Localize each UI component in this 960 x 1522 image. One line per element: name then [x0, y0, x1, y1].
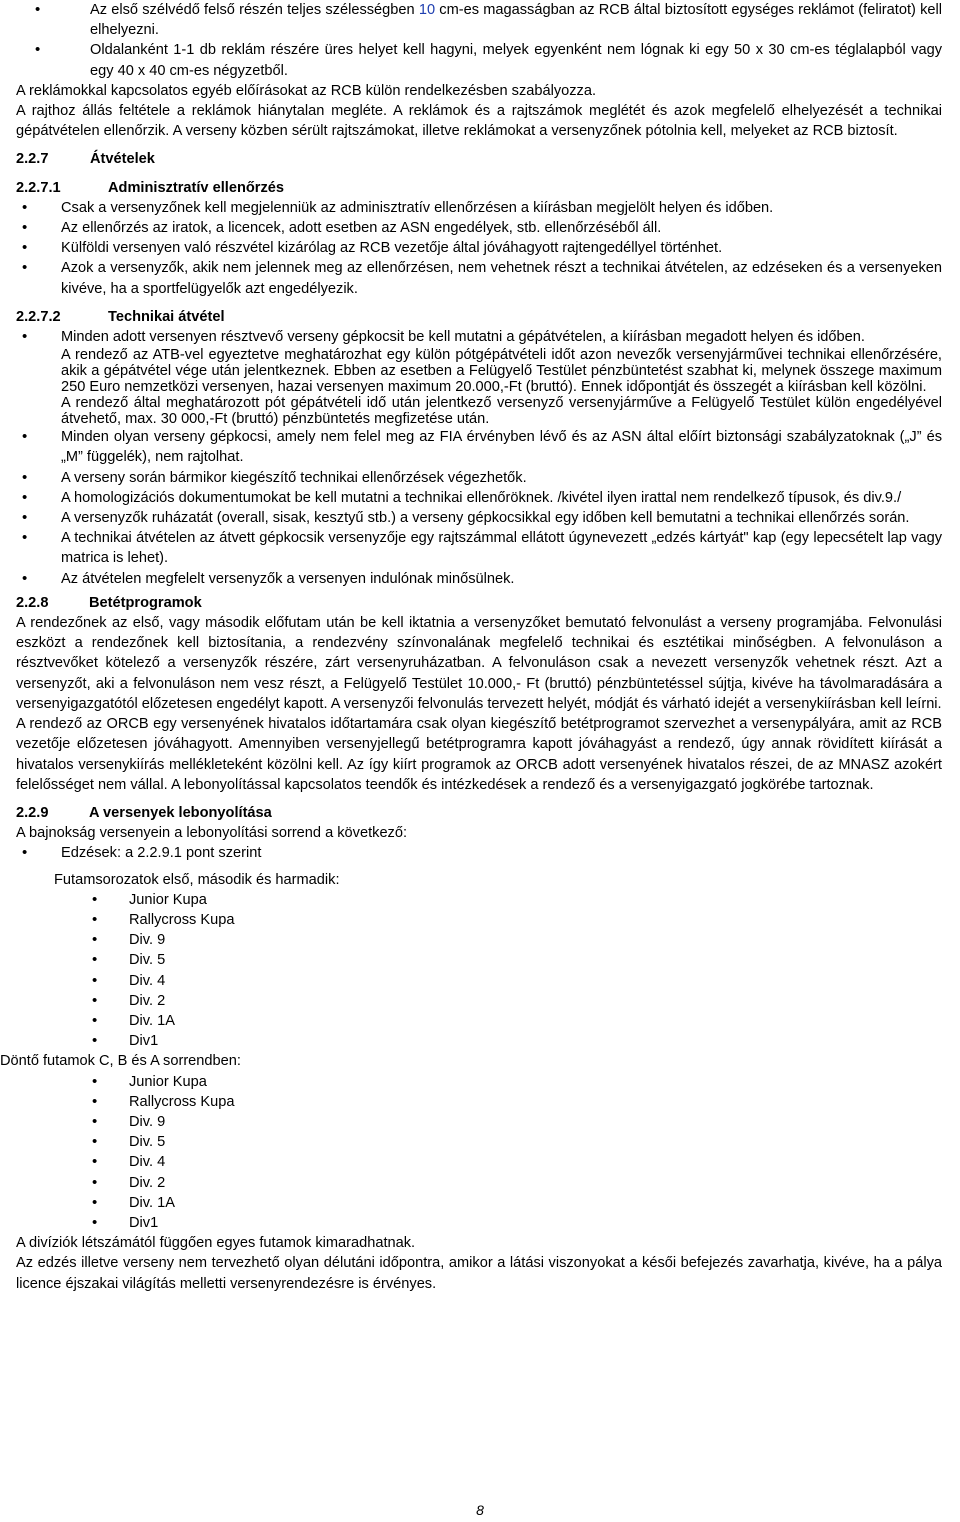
- list-item: • Div. 1A: [16, 1193, 942, 1213]
- tech-check-list-more: [16, 427, 942, 589]
- list-item: • Div. 9: [16, 930, 942, 950]
- paragraph: A divíziók létszámától függően egyes futamok kimaradhatnak.: [16, 1235, 416, 1252]
- final-class-list: [16, 1072, 942, 1234]
- paragraph: A rendező az ATB-vel egyeztetve meghatározhat egy külön pótgépátvételi időt azon nevezők versenyjárművei technikai ellenőrzésére, akik a gépátvétel vége után jelentkeznek. Ebben az esetben a Felügyelő Testület pénzbüntetést szabhat ki, melynek összege maximum 250 Euro nemzetközi versenyen, hazai versenyen maximum 20.000,-Ft (bruttó). Ennek időpontját és összegét a kiírásban kell közölni.: [61, 347, 942, 396]
- list-item: • Azok a versenyzők, akik nem jelennek meg az ellenőrzésen, nem vehetnek részt a technikai átvételen, az edzéseken és a versenyeken kivéve, ha a sportfelügyelők azt engedélyezik.: [16, 258, 942, 298]
- paragraph: Döntő futamok C, B és A sorrendben:: [0, 1053, 241, 1070]
- paragraph: A reklámokkal kapcsolatos egyéb előírásokat az RCB külön rendelkezésben szabályozza.: [16, 82, 597, 99]
- order-list: [16, 843, 942, 863]
- paragraph: Az edzés illetve verseny nem tervezhető olyan délutáni időpontra, amikor a látási viszonyokat a késői befejezés zavarhatja, kivéve, ha a pálya licence éjszakai világítás melletti versenyrendezésre is érvényes.: [16, 1255, 942, 1292]
- admin-check-list: [16, 198, 942, 299]
- list-item: • A verseny során bármikor kiegészítő technikai ellenőrzések végezhetők.: [16, 468, 942, 488]
- list-item: • Rallycross Kupa: [16, 910, 942, 930]
- paragraph: A rendező az ORCB egy versenyének hivatalos időtartamára csak olyan kiegészítő betétprogramot szervezhet a versenypályára, amit az RCB vezetője előzetesen jóváhagyott. Amennyiben versenyjellegű betétprogramra kapott jóváhagyást a rendező, úgy annak rövidített kiírását a hivatalos versenykiírás mellékleteként közölni kell. Az így kiírt programok az ORCB adott versenyének hivatalos részei, de az MNASZ azokért felelősséget nem vállal. A lebonyolítással kapcsolatos teendők és intézkedések a rendező és a versenyigazgató jogkörébe tartoznak.: [16, 716, 942, 793]
- list-item: • Div. 4: [16, 1152, 942, 1172]
- list-item: • Div. 5: [16, 1132, 942, 1152]
- paragraph: A rendező által meghatározott pót gépátvételi idő után jelentkező versenyző versenyjárműve a Felügyelő Testület külön engedélyével átvehető, max. 30 000,-Ft (bruttó) pénzbüntetés megfizetése után.: [61, 395, 942, 428]
- section-heading: 2.2.7.1 Adminisztratív ellenőrzés: [16, 179, 284, 196]
- list-item: • Az első szélvédő felső részén teljes szélességben 10 cm-es magasságban az RCB által biztosított egységes reklámot (feliratot) kell elhelyezni.: [16, 0, 942, 40]
- paragraph: A rajthoz állás feltétele a reklámok hiánytalan megléte. A reklámok és a rajtszámok meglétét és azok megfelelő elhelyezését a technikai gépátvételen ellenőrzik. A verseny közben sérült rajtszámokat, illetve reklámokat a versenyzőnek pótolnia kell, melyeket az RCB biztosít.: [16, 103, 942, 140]
- list-item: • Div. 4: [16, 971, 942, 991]
- list-item: • A versenyzők ruházatát (overall, sisak, kesztyű stb.) a verseny gépkocsikkal egy időben kell bemutatni a technikai ellenőrzés során.: [16, 508, 942, 528]
- section-heading: 2.2.9 A versenyek lebonyolítása: [16, 804, 272, 821]
- list-item: • Div. 5: [16, 950, 942, 970]
- list-item: • Edzések: a 2.2.9.1 pont szerint: [16, 843, 942, 863]
- page-number: 8: [476, 1502, 484, 1518]
- list-item: • Külföldi versenyen való részvétel kizárólag az RCB vezetője által jóváhagyott rajtengedéllyel történhet.: [16, 238, 942, 258]
- list-item: • Div. 1A: [16, 1011, 942, 1031]
- list-item: • Div. 2: [16, 1173, 942, 1193]
- heat-class-list: [16, 890, 942, 1052]
- section-heading: 2.2.7 Átvételek: [16, 151, 155, 168]
- paragraph: Futamsorozatok első, második és harmadik:: [54, 871, 340, 888]
- list-item: • A technikai átvételen az átvett gépkocsik versenyzője egy rajtszámmal ellátott úgynevezett „edzés kártyát" kap (egy lepecsételt lap vagy matrica is lehet).: [16, 528, 942, 568]
- list-item: • Az átvételen megfelelt versenyzők a versenyen indulónak minősülnek.: [16, 569, 942, 589]
- list-item: • Minden olyan verseny gépkocsi, amely nem felel meg az FIA érvényben lévő és az ASN által előírt biztonsági szabályzatoknak („J” és „M” függelék), nem rajtolhat.: [16, 427, 942, 467]
- list-item: • Div. 9: [16, 1112, 942, 1132]
- list-item: • Div1: [16, 1213, 942, 1233]
- paragraph: A bajnokság versenyein a lebonyolítási sorrend a következő:: [16, 825, 408, 842]
- section-heading: 2.2.7.2 Technikai átvétel: [16, 308, 225, 325]
- tech-check-list: [16, 327, 942, 347]
- list-item: • Junior Kupa: [16, 1072, 942, 1092]
- list-item: • Oldalanként 1-1 db reklám részére üres helyet kell hagyni, melyek egyenként nem lógnak ki egy 50 x 30 cm-es téglalapból vagy egy 40 x 40 cm-es négyzetből.: [16, 40, 942, 80]
- ad-rules-list: [16, 0, 942, 81]
- list-item: • Rallycross Kupa: [16, 1092, 942, 1112]
- list-item: • Az ellenőrzés az iratok, a licencek, adott esetben az ASN engedélyek, stb. ellenőrzéséből áll.: [16, 218, 942, 238]
- list-item: • Csak a versenyzőnek kell megjelenniük az adminisztratív ellenőrzésen a kiírásban megjelölt helyen és időben.: [16, 198, 942, 218]
- list-item: • Junior Kupa: [16, 890, 942, 910]
- list-item: • Div. 2: [16, 991, 942, 1011]
- list-item: • Div1: [16, 1031, 942, 1051]
- list-item: • Minden adott versenyen résztvevő verseny gépkocsit be kell mutatni a gépátvételen, a kiírásban megadott helyen és időben.: [16, 327, 942, 347]
- list-item: • A homologizációs dokumentumokat be kell mutatni a technikai ellenőröknek. /kivétel ilyen irattal nem rendelkező típusok, és div.9./: [16, 488, 942, 508]
- paragraph: A rendezőnek az első, vagy második előfutam után be kell iktatnia a versenyzőket bemutató felvonulást a verseny programjába. Felvonulási eszközt a rendezőnek kell biztosítania, a rendezvény színvonalának megfelelő technikai és esztétikai minőségben. A felvonuláson a résztvevőket kötelező a versenyzők részére, zárt versenyruházatban. A felvonuláson csak a nevezett versenyzők vehetnek részt. Azt a versenyzőt, aki a felvonuláson nem vesz részt, a Felügyelő Testület 10.000,- Ft (bruttó) pénzbüntetéssel sújtja, kivéve ha távolmaradására a versenyigazgatótól előzetesen engedélyt kapott. A versenyzői felvonulás tervezett helyét, módját és várható idejét a versenykiírásban kell leírni.: [16, 615, 942, 712]
- section-heading: 2.2.8 Betétprogramok: [16, 594, 202, 611]
